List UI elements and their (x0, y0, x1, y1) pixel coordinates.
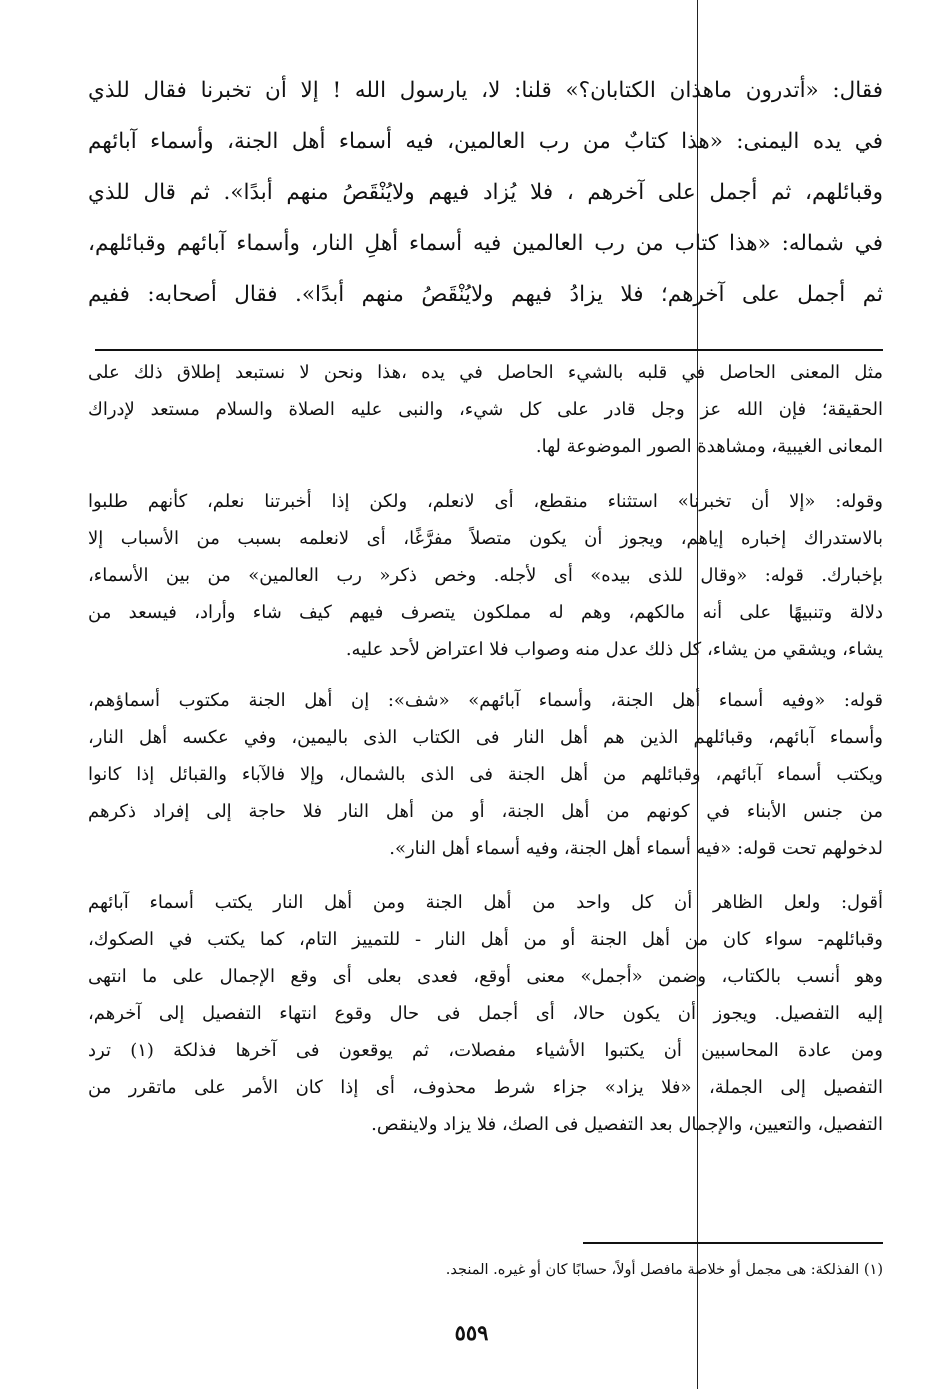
commentary-line: مثل المعنى الحاصل في قلبه بالشيء الحاصل في يده ،هذا ونحن لا نستبعد إطلاق ذلك على (88, 362, 883, 383)
commentary-line: وقوله: «إلا أن تخبرنا» استثناء منقطع، أى لانعلم، ولكن إذا أخبرتنا نعلم، كأنهم طلبوا (88, 491, 883, 512)
commentary-line: بإخبارك. قوله: «وقال للذى بيده» أى لأجله. وخص ذكر« رب العالمين» من بين الأسماء، (88, 565, 883, 586)
footnote-separator-rule (583, 1242, 883, 1244)
commentary-line: من جنس الأبناء في كونهم من أهل الجنة، أو من أهل النار فلا حاجة إلى إفراد ذكرهم (88, 801, 883, 822)
page-number: ٥٥٩ (454, 1320, 489, 1345)
main-line: في يده اليمنى: «هذا كتابٌ من رب العالمين، فيه أسماء أهل الجنة، وأسماء آبائهم (88, 129, 883, 154)
commentary-line: وأسماء آبائهم، وقبائلهم الذين هم أهل النار فى الكتاب الذى باليمين، وفي عكسه أهل النار، (88, 727, 883, 748)
commentary-line: قوله: «وفيه أسماء أهل الجنة، وأسماء آبائهم» «شف»: إن أهل الجنة مكتوب أسماؤهم، (88, 690, 883, 711)
commentary-line: أقول: ولعل الظاهر أن كل واحد من أهل الجنة ومن أهل النار يكتب أسماء آبائهم (88, 892, 883, 913)
commentary-line: يشاء، ويشقي من يشاء، كل ذلك عدل منه وصواب فلا اعتراض لأحد عليه. (345, 639, 883, 660)
commentary-line: دلالة وتنبيهًا على أنه مالكهم، وهم له مملكون يتصرف فيهم كيف شاء وأراد، فيسعد من (88, 602, 883, 623)
commentary-line: لدخولهم تحت قوله: «فيه أسماء أهل الجنة، وفيه أسماء أهل النار». (389, 838, 883, 859)
commentary-separator-rule (95, 349, 883, 351)
main-line: في شماله: «هذا كتاب من رب العالمين فيه أسماء أهلِ النار، وأسماء آبائهم وقبائلهم، (88, 231, 883, 256)
commentary-line: التفصيل، والتعيين، والإجمال بعد التفصيل فى الصك، فلا يزاد ولاينقص. (371, 1114, 883, 1135)
commentary-line: التفصيل إلى الجملة، «فلا يزاد» جزاء شرط محذوف، أى إذا كان الأمر على ماتقرر من (88, 1077, 883, 1098)
main-line: ثم أجمل على آخرهم؛ فلا يزادُ فيهم ولايُنْقَصُ منهم أبدًا». فقال أصحابه: ففيم (88, 282, 883, 307)
commentary-line: ويكتب أسماء آبائهم، وقبائلهم من أهل الجنة فى الذى بالشمال، وإلا فالآباء والقبائل إذا كانوا (88, 764, 883, 785)
footnote-text: (١) الفذلكة: هى مجمل أو خلاصة مافصل أولاً، حسابًا كان أو غيره. المنجد. (445, 1262, 883, 1278)
main-line: فقال: «أتدرون ماهذان الكتابان؟» قلنا: لا، يارسول الله ! إلا أن تخبرنا فقال للذي (88, 78, 883, 103)
commentary-line: وهو أنسب بالكتاب، وضمن «أجمل» معنى أوقع، فعدى بعلى أى وقع الإجمال على ما انتهى (88, 966, 883, 987)
commentary-line: ومن عادة المحاسبين أن يكتبوا الأشياء مفصلات، ثم يوقعون فى آخرها فذلكة (١) ترد (88, 1040, 884, 1061)
commentary-line: بالاستدراك إخباره إياهم، ويجوز أن يكون متصلاً مفرَّغًا، أى لانعلمه بسبب من الأسباب إلا (88, 528, 883, 549)
commentary-line: إليه التفصيل. ويجوز أن يكون حالا، أى أجمل فى حال وقوع انتهاء التفصيل إلى آخرهم، (88, 1003, 884, 1024)
commentary-line: المعانى الغيبية، ومشاهدة الصور الموضوعة لها. (535, 436, 883, 457)
commentary-line: الحقيقة؛ فإن الله عز وجل قادر على كل شيء، والنبى عليه الصلاة والسلام مستعد لإدراك (88, 399, 883, 420)
main-line: وقبائلهم، ثم أجمل على آخرهم ، فلا يُزاد فيهم ولايُنْقَصُ منهم أبدًا». ثم قال للذي (88, 180, 883, 205)
commentary-line: وقبائلهم- سواء كان من أهل الجنة أو من أهل النار - للتمييز التام، كما يكتب في الصكوك، (88, 929, 883, 950)
